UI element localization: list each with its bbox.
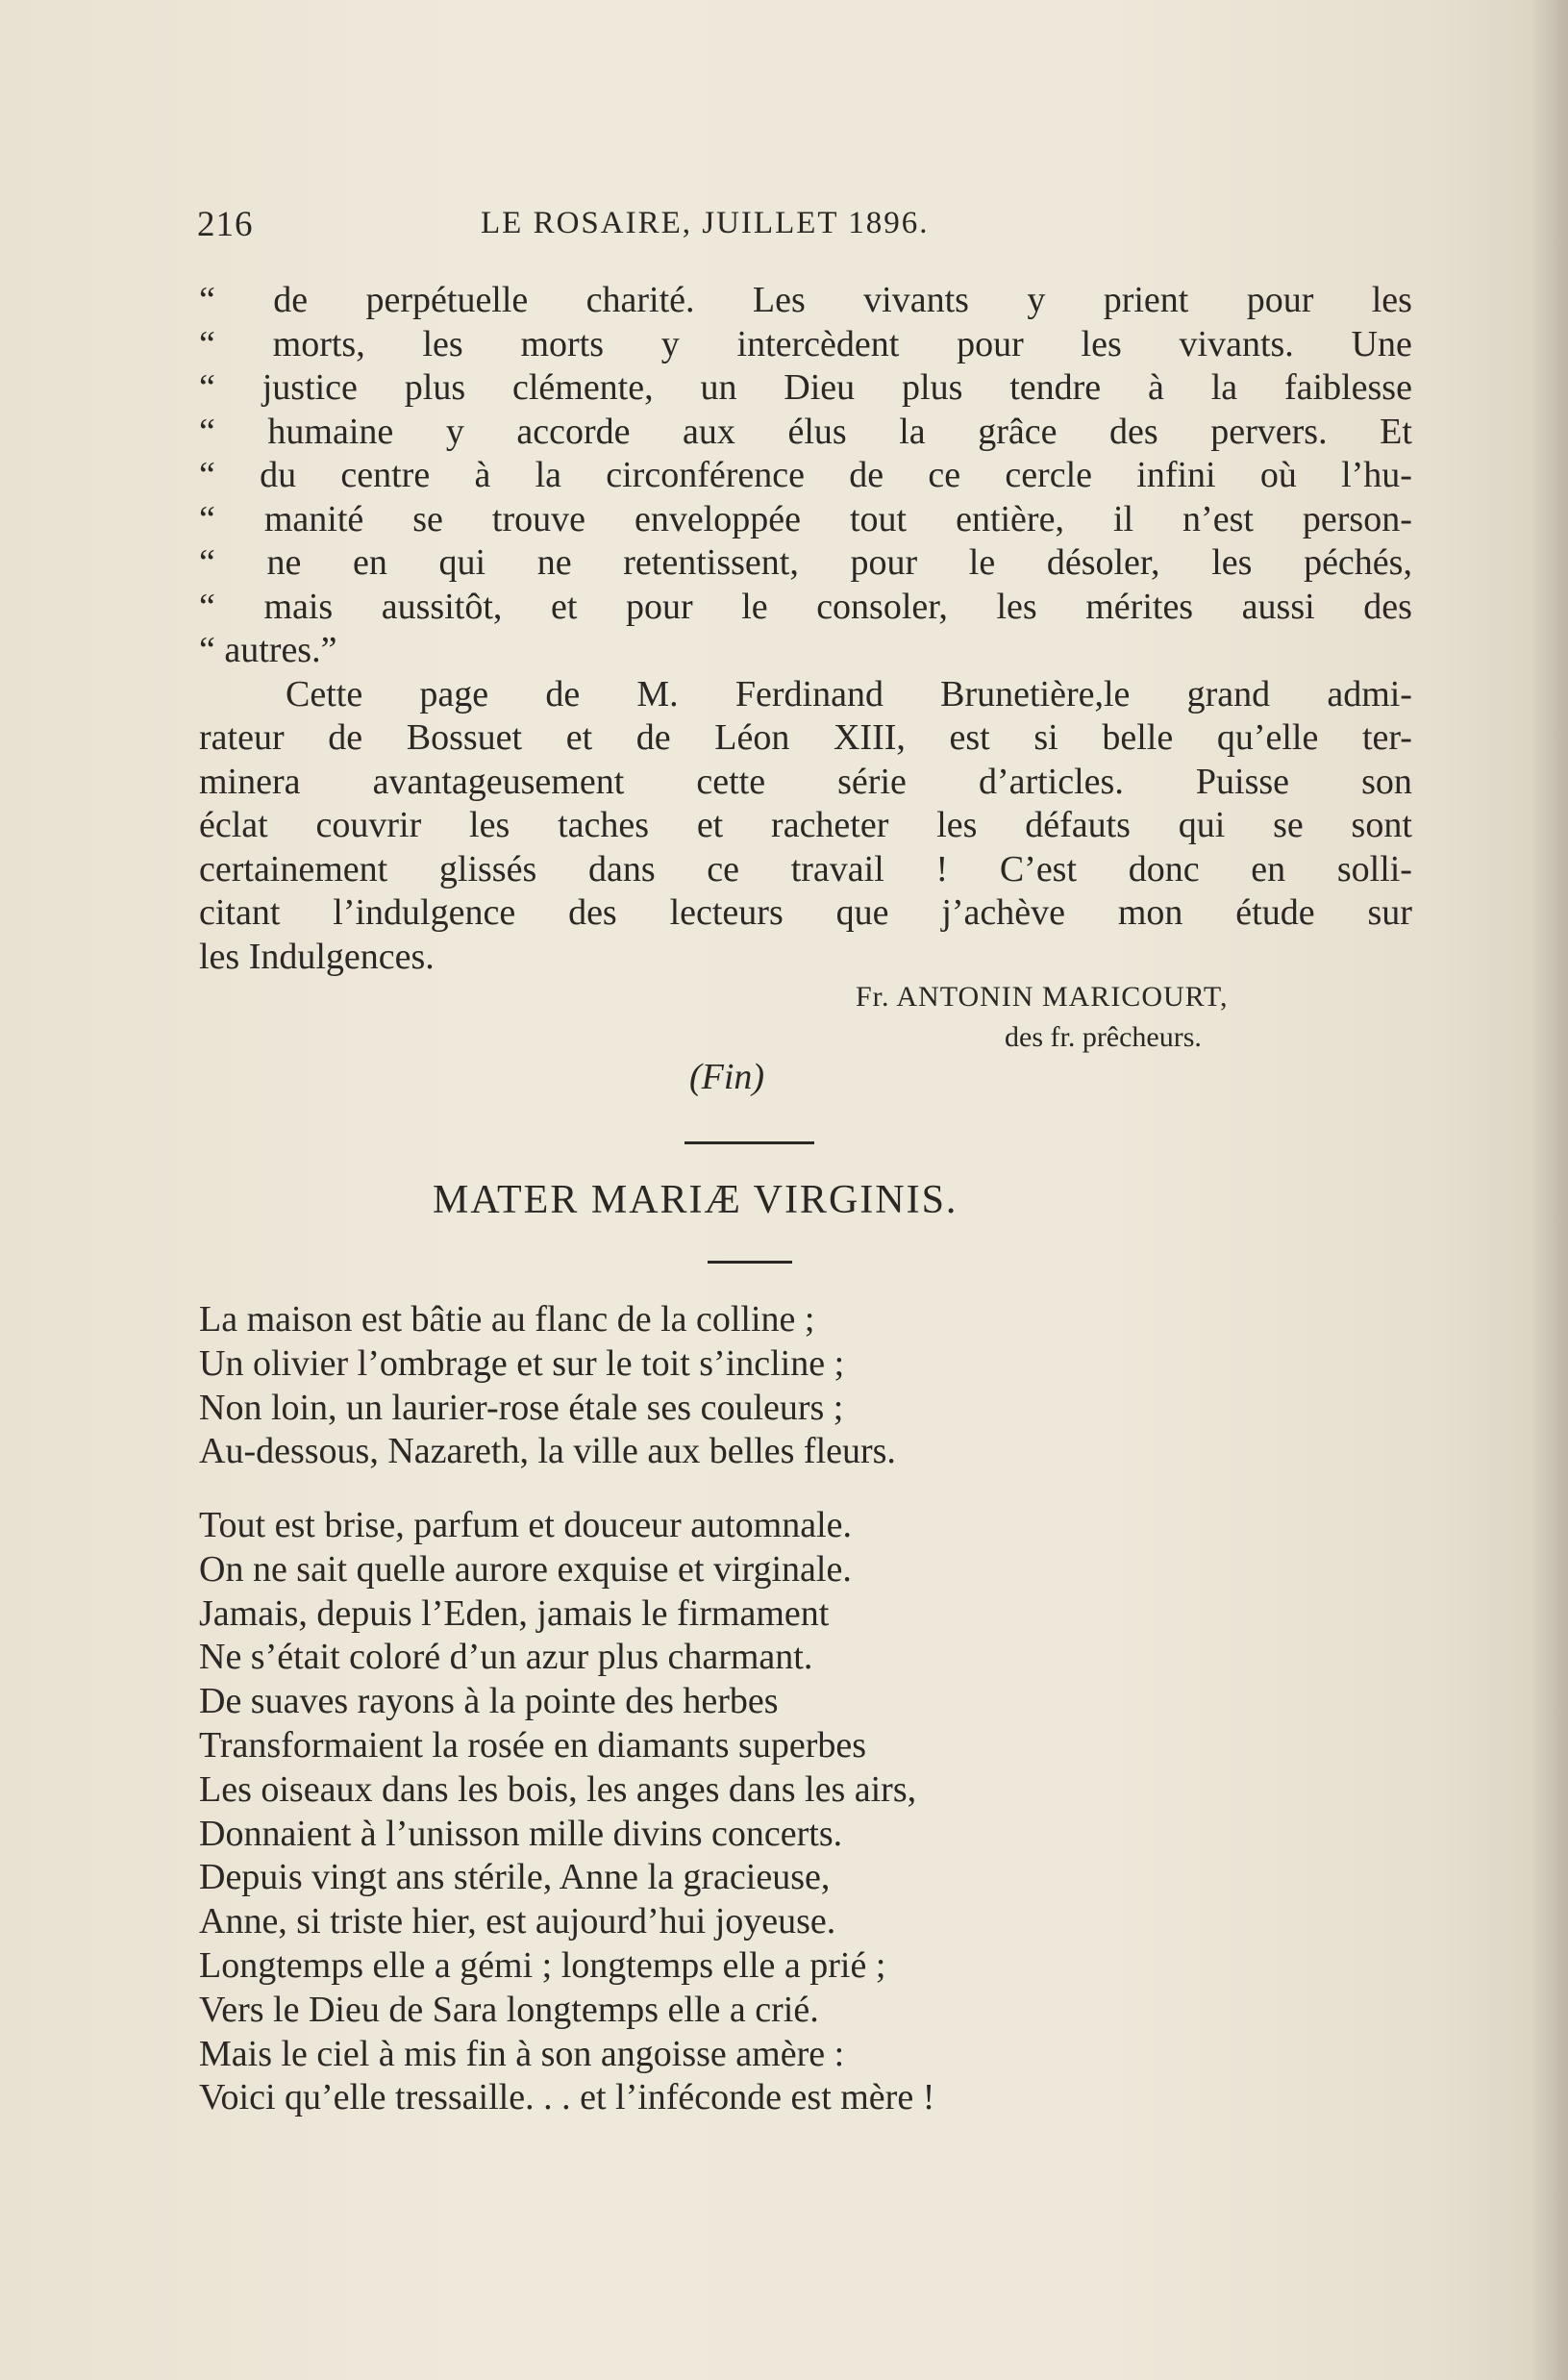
prose-word: des: [1363, 586, 1412, 627]
prose-word: éclat: [199, 805, 268, 845]
prose-word: pervers.: [1210, 411, 1328, 452]
prose-line: [199, 673, 1412, 717]
prose-word: de: [545, 673, 581, 714]
page-number: 216: [197, 205, 254, 244]
prose-line: [199, 411, 1412, 455]
prose-word: justice: [261, 367, 358, 408]
prose-word: grâce: [978, 411, 1058, 452]
prose-word: ter-: [1361, 717, 1412, 758]
prose-line: [199, 323, 1412, 367]
prose-word: prient: [1103, 280, 1189, 320]
prose-word: il: [1112, 498, 1134, 539]
prose-word: étude: [1235, 892, 1315, 933]
prose-line: [199, 366, 1412, 411]
prose-word: tendre: [1009, 367, 1102, 408]
prose-word: ce: [928, 455, 961, 495]
prose-word: retentissent,: [623, 542, 799, 583]
prose-word: se: [412, 498, 443, 539]
prose-word: des: [1109, 411, 1158, 452]
prose-word: aussi: [1241, 586, 1315, 627]
prose-word: désoler,: [1046, 542, 1160, 583]
prose-word: y: [660, 323, 680, 364]
prose-word: rateur: [199, 717, 285, 758]
prose-word: enveloppée: [634, 498, 801, 539]
prose-word: les: [936, 805, 978, 845]
prose-word: Ferdinand: [734, 673, 884, 714]
prose-word: “: [199, 586, 215, 627]
prose-word: où: [1259, 455, 1297, 495]
prose-line: [199, 716, 1412, 761]
prose-word: travail: [790, 848, 884, 889]
prose-word: de: [328, 717, 363, 758]
prose-line: [199, 848, 1412, 892]
prose-word: citant: [199, 892, 281, 933]
running-title: LE ROSAIRE, JUILLET 1896.: [481, 206, 930, 240]
prose-word: taches: [558, 805, 650, 845]
page-header: [197, 204, 1005, 252]
prose-word: les: [1211, 542, 1253, 583]
fin-marker: (Fin): [689, 1057, 765, 1097]
prose-word: XIII,: [833, 717, 906, 758]
prose-word: infini: [1136, 455, 1216, 495]
prose-word: les: [996, 586, 1037, 627]
prose-word: Puisse: [1195, 761, 1290, 802]
prose-line: “ autres.”: [199, 630, 337, 670]
prose-word: perpétuelle: [365, 280, 529, 320]
prose-word: qu’elle: [1216, 717, 1319, 758]
poem-verse: Au-dessous, Nazareth, la ville aux belles fleurs.: [199, 1431, 896, 1472]
prose-line: [199, 804, 1412, 848]
poem-verse: Jamais, depuis l’Eden, jamais le firmament: [199, 1592, 830, 1634]
prose-word: “: [199, 455, 215, 495]
prose-word: cette: [696, 761, 766, 802]
poem-verse: Vers le Dieu de Sara longtemps elle a crié.: [199, 1989, 819, 2030]
prose-word: les: [469, 805, 510, 845]
prose-word: à: [1148, 367, 1164, 408]
page-edge-shadow: [1530, 0, 1568, 2380]
poem-verse: Anne, si triste hier, est aujourd’hui joyeuse.: [199, 1901, 836, 1942]
prose-word: et: [696, 805, 724, 845]
prose-word: l’indulgence: [333, 892, 516, 933]
poem-verse: Les oiseaux dans les bois, les anges dans les airs,: [199, 1768, 917, 1810]
prose-word: solli-: [1336, 848, 1412, 889]
poem-verse: De suaves rayons à la pointe des herbes: [199, 1681, 779, 1722]
prose-word: la: [899, 411, 926, 452]
prose-word: et: [565, 717, 593, 758]
prose-word: mon: [1117, 892, 1183, 933]
prose-word: morts,: [272, 323, 365, 364]
prose-word: son: [1361, 761, 1412, 802]
prose-word: “: [199, 498, 215, 539]
prose-word: la: [1210, 367, 1238, 408]
prose-word: C’est: [999, 848, 1078, 889]
prose-word: centre: [340, 455, 431, 495]
prose-word: est: [949, 717, 990, 758]
prose-block: [199, 279, 1412, 979]
prose-word: d’articles.: [978, 761, 1124, 802]
prose-word: accorde: [516, 411, 631, 452]
prose-word: Et: [1380, 411, 1412, 452]
prose-line: [199, 891, 1412, 936]
prose-word: mais: [263, 586, 334, 627]
poem-verse: Ne s’était coloré d’un azur plus charmant.: [199, 1637, 813, 1678]
prose-word: les: [422, 323, 463, 364]
prose-word: qui: [438, 542, 486, 583]
prose-word: que: [835, 892, 889, 933]
prose-word: “: [199, 411, 215, 452]
prose-word: cercle: [1005, 455, 1093, 495]
prose-word: se: [1273, 805, 1304, 845]
prose-word: et: [550, 586, 578, 627]
prose-word: humaine: [267, 411, 394, 452]
prose-line: [199, 279, 1412, 323]
poem-verse: Mais le ciel à mis fin à son angoisse amère :: [199, 2033, 845, 2074]
prose-word: série: [837, 761, 907, 802]
prose-word: dans: [587, 848, 656, 889]
poem-verse: Longtemps elle a gémi ; longtemps elle a prié ;: [199, 1944, 886, 1986]
prose-word: M.: [636, 673, 679, 714]
prose-word: pour: [957, 323, 1024, 364]
prose-word: plus: [404, 367, 466, 408]
poem-verse: La maison est bâtie au flanc de la colline ;: [199, 1299, 815, 1340]
prose-word: y: [1027, 280, 1046, 320]
prose-word: y: [445, 411, 464, 452]
prose-word: entière,: [956, 498, 1064, 539]
poem-verse: Depuis vingt ans stérile, Anne la gracieuse,: [199, 1857, 831, 1898]
prose-word: sur: [1367, 892, 1412, 933]
prose-word: minera: [199, 761, 301, 802]
prose-word: pour: [850, 542, 918, 583]
prose-word: qui: [1178, 805, 1226, 845]
prose-word: en: [1251, 848, 1286, 889]
prose-word: certainement: [199, 848, 388, 889]
poem-verse: Donnaient à l’unisson mille divins concerts.: [199, 1813, 843, 1854]
section-divider: [684, 1141, 814, 1144]
prose-word: la: [535, 455, 561, 495]
prose-word: aussitôt,: [381, 586, 503, 627]
poem-verse: Voici qu’elle tressaille. . . et l’inféconde est mère !: [199, 2077, 935, 2118]
prose-line: [199, 761, 1412, 805]
prose-word: “: [199, 280, 215, 320]
prose-word: “: [199, 542, 215, 583]
prose-word: tout: [849, 498, 908, 539]
prose-word: un: [700, 367, 737, 408]
prose-word: de: [635, 717, 671, 758]
prose-line: les Indulgences.: [199, 936, 435, 977]
author-order: des fr. prêcheurs.: [1005, 1021, 1202, 1053]
prose-word: grand: [1186, 673, 1271, 714]
prose-word: j’achève: [941, 892, 1066, 933]
prose-word: clémente,: [511, 367, 654, 408]
poem-title: MATER MARIÆ VIRGINIS.: [433, 1178, 958, 1222]
prose-word: Léon: [714, 717, 790, 758]
prose-word: en: [353, 542, 387, 583]
prose-word: pour: [1246, 280, 1314, 320]
prose-word: faiblesse: [1284, 367, 1412, 408]
prose-word: trouve: [491, 498, 585, 539]
prose-word: l’hu-: [1341, 455, 1412, 495]
prose-word: à: [474, 455, 491, 495]
prose-word: les: [1371, 280, 1412, 320]
prose-line: [199, 586, 1412, 630]
prose-word: si: [1033, 717, 1058, 758]
prose-word: !: [935, 848, 949, 889]
poem-verse: Un olivier l’ombrage et sur le toit s’incline ;: [199, 1342, 845, 1384]
prose-word: glissés: [438, 848, 537, 889]
prose-word: racheter: [771, 805, 889, 845]
prose-word: belle: [1102, 717, 1174, 758]
prose-word: péchés,: [1304, 542, 1412, 583]
prose-word: ne: [266, 542, 302, 583]
prose-line: [199, 498, 1412, 542]
prose-line: [199, 541, 1412, 586]
prose-word: aux: [683, 411, 735, 452]
prose-word: vivants.: [1179, 323, 1294, 364]
prose-line: [199, 454, 1412, 498]
poem-verse: On ne sait quelle aurore exquise et virginale.: [199, 1548, 852, 1590]
prose-word: sont: [1351, 805, 1412, 845]
prose-word: ce: [707, 848, 740, 889]
prose-word: intercèdent: [736, 323, 900, 364]
prose-word: circonférence: [606, 455, 805, 495]
prose-word: Dieu: [784, 367, 856, 408]
prose-word: manité: [263, 498, 364, 539]
poem-verse: Transformaient la rosée en diamants superbes: [199, 1724, 867, 1766]
prose-word: couvrir: [315, 805, 422, 845]
prose-word: de: [273, 280, 309, 320]
prose-word: pour: [625, 586, 693, 627]
prose-word: charité.: [585, 280, 695, 320]
prose-word: “: [199, 323, 215, 364]
prose-word: des: [568, 892, 617, 933]
prose-word: le: [968, 542, 996, 583]
prose-word: lecteurs: [669, 892, 784, 933]
prose-word: du: [260, 455, 297, 495]
prose-word: mérites: [1085, 586, 1194, 627]
prose-word: Une: [1351, 323, 1412, 364]
prose-word: les: [1081, 323, 1122, 364]
prose-word: n’est: [1182, 498, 1254, 539]
prose-word: admi-: [1327, 673, 1412, 714]
prose-word: défauts: [1025, 805, 1131, 845]
prose-word: Cette: [286, 673, 363, 714]
prose-word: person-: [1302, 498, 1412, 539]
prose-word: donc: [1128, 848, 1200, 889]
prose-word: Les: [752, 280, 806, 320]
poem-verse: Non loin, un laurier-rose étale ses couleurs ;: [199, 1387, 844, 1428]
prose-word: consoler,: [816, 586, 948, 627]
title-divider: [708, 1261, 792, 1264]
prose-word: Brunetière,le: [940, 673, 1131, 714]
prose-word: page: [419, 673, 489, 714]
prose-word: plus: [902, 367, 963, 408]
prose-word: “: [199, 367, 215, 408]
prose-word: de: [849, 455, 884, 495]
prose-word: le: [741, 586, 768, 627]
prose-word: ne: [536, 542, 572, 583]
prose-word: vivants: [863, 280, 969, 320]
poem-stanza-1: [199, 1298, 896, 1474]
prose-word: avantageusement: [372, 761, 625, 802]
prose-word: morts: [520, 323, 605, 364]
prose-word: élus: [787, 411, 847, 452]
author-signature: Fr. ANTONIN MARICOURT,: [856, 981, 1229, 1013]
prose-word: Bossuet: [406, 717, 523, 758]
poem-stanza-2: [199, 1504, 934, 2120]
poem-verse: Tout est brise, parfum et douceur automnale.: [199, 1505, 853, 1545]
